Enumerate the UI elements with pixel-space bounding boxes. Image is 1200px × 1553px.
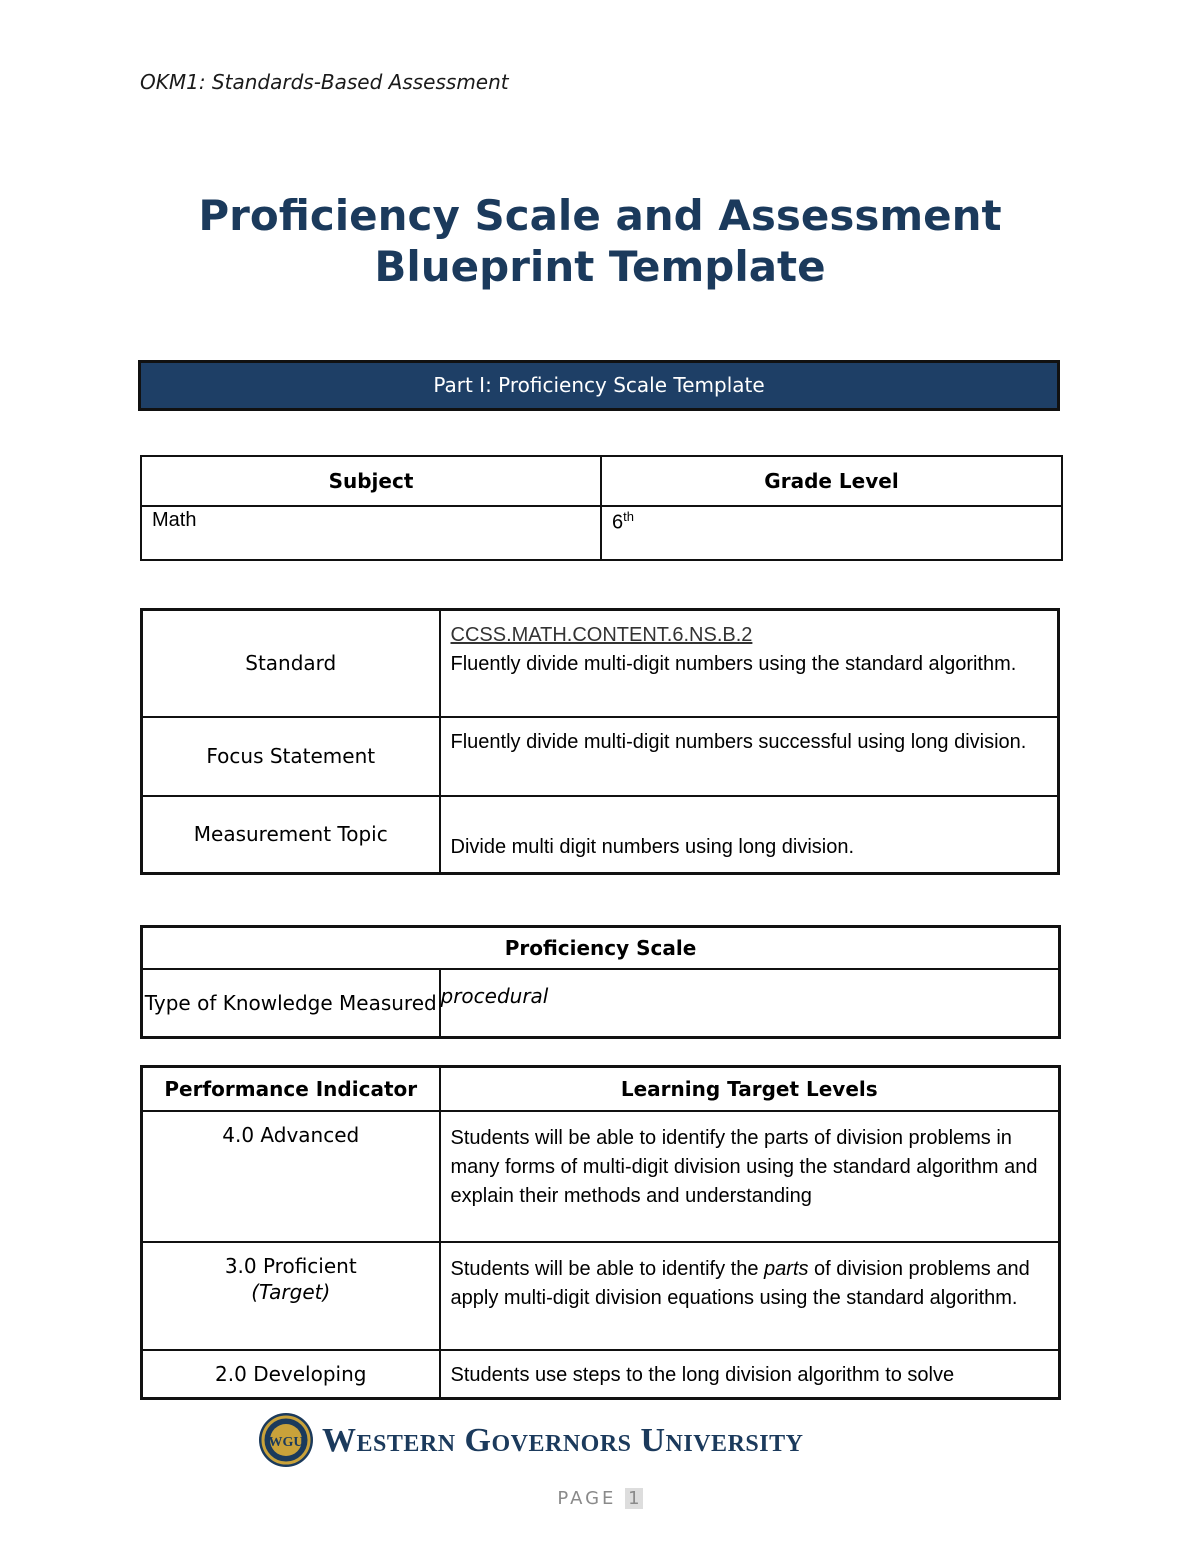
level-name: 3.0 Proficient — [224, 1254, 357, 1278]
grade-header: Grade Level — [601, 456, 1062, 506]
knowledge-label: Type of Knowledge Measured — [142, 969, 440, 1037]
title-line-1: Proficiency Scale and Assessment — [198, 191, 1002, 240]
wgu-seal-icon — [258, 1412, 314, 1468]
level-sub: (Target) — [251, 1280, 331, 1304]
page-number — [0, 1488, 1200, 1509]
learning-target-table — [140, 1065, 1061, 1400]
page-label: PAGE — [557, 1488, 617, 1509]
level-label: 2.0 Developing — [142, 1350, 440, 1398]
part-banner: Part I: Proficiency Scale Template — [138, 360, 1060, 411]
performance-indicator-header: Performance Indicator — [142, 1067, 440, 1112]
grade-suffix: th — [623, 509, 634, 524]
topic-label: Measurement Topic — [142, 796, 440, 874]
seal-letters: WGU — [268, 1435, 304, 1450]
level-label: 4.0 Advanced — [142, 1111, 440, 1242]
logo-text: Western Governors University — [322, 1422, 804, 1459]
table-row — [142, 1350, 1060, 1398]
subject-grade-table — [140, 455, 1063, 561]
level-description: Students will be able to identify the parts of division problems and apply multi-digit division equations using the standard algorithm. — [440, 1242, 1060, 1350]
header-note: OKM1: Standards-Based Assessment — [140, 70, 509, 94]
table-row — [142, 1111, 1060, 1242]
page-title — [0, 190, 1200, 292]
proficiency-scale-title: Proficiency Scale — [142, 927, 1060, 970]
subject-value: Math — [141, 506, 601, 560]
focus-label: Focus Statement — [142, 717, 440, 796]
topic-text: Divide multi digit numbers using long division. — [440, 796, 1059, 874]
grade-number: 6 — [612, 511, 624, 534]
grade-value — [601, 506, 1062, 560]
knowledge-value: procedural — [440, 969, 1060, 1037]
learning-target-header: Learning Target Levels — [440, 1067, 1060, 1112]
title-line-2: Blueprint Template — [374, 242, 826, 291]
level-label — [142, 1242, 440, 1350]
table-row — [142, 1242, 1060, 1350]
standard-value — [440, 610, 1059, 717]
page-number-value: 1 — [625, 1488, 642, 1509]
subject-header: Subject — [141, 456, 601, 506]
level-description: Students use steps to the long division algorithm to solve — [440, 1350, 1060, 1398]
standard-label: Standard — [142, 610, 440, 717]
wgu-logo — [258, 1412, 918, 1468]
focus-text: Fluently divide multi-digit numbers successful using long division. — [440, 717, 1059, 796]
standard-text: Fluently divide multi-digit numbers using the standard algorithm. — [450, 653, 1017, 675]
standard-code-link[interactable]: CCSS.MATH.CONTENT.6.NS.B.2 — [450, 624, 753, 646]
standard-table — [140, 608, 1060, 875]
level-description: Students will be able to identify the parts of division problems in many forms of multi-digit division using the standard algorithm and explain their methods and understanding — [440, 1111, 1060, 1242]
proficiency-scale-table — [140, 925, 1061, 1039]
